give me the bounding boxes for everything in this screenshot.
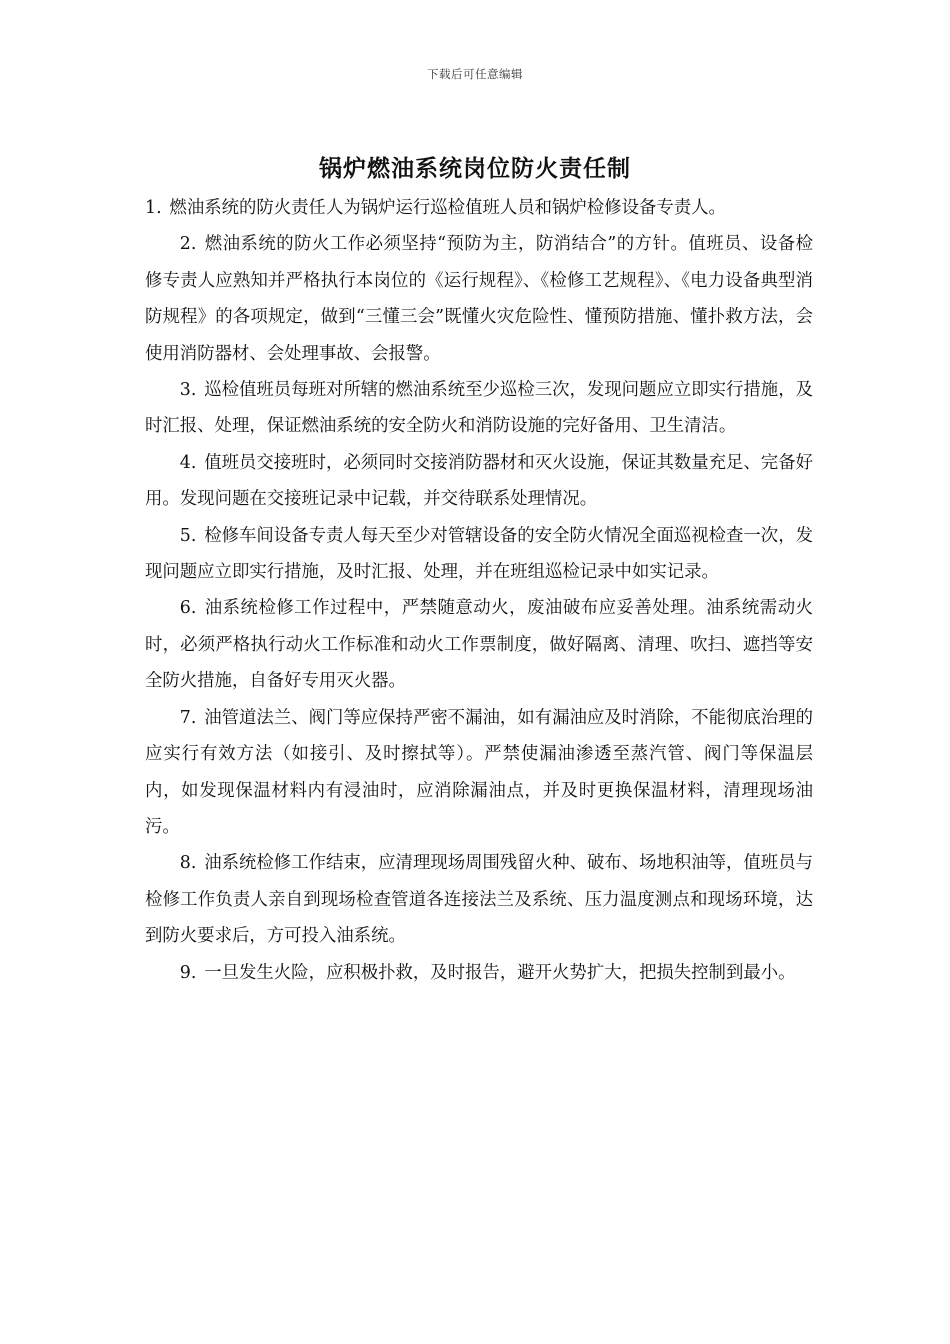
paragraph-text: 燃油系统的防火责任人为锅炉运行巡检值班人员和锅炉检修设备专责人。 bbox=[169, 198, 726, 218]
paragraph-text: 油系统检修工作结束，应清理现场周围残留火种、破布、场地积油等，值班员与检修工作负责人亲自到现场检查管道各连接法兰及系统、压力温度测点和现场环境，达到防火要求后，方可投入油系统。 bbox=[145, 853, 813, 947]
paragraph-text: 检修车间设备专责人每天至少对管辖设备的安全防火情况全面巡视检查一次，发现问题应立即实行措施，及时汇报、处理，并在班组巡检记录中如实记录。 bbox=[145, 525, 813, 583]
paragraph-2 bbox=[145, 226, 813, 372]
paragraph-number: 2. bbox=[179, 234, 197, 255]
paragraph-text: 燃油系统的防火工作必须坚持“预防为主，防消结合”的方针。值班员、设备检修专责人应熟知并严格执行本岗位的《运行规程》、《检修工艺规程》、《电力设备典型消防规程》的各项规定，做到“三懂三会”既懂火灾危险性、懂预防措施、懂扑救方法，会使用消防器材、会处理事故、会报警。 bbox=[145, 234, 813, 364]
paragraph-number: 5. bbox=[179, 525, 197, 546]
paragraph-number: 3. bbox=[179, 380, 197, 401]
paragraph-6 bbox=[145, 590, 813, 699]
paragraph-number: 9. bbox=[179, 962, 197, 983]
paragraph-number: 6. bbox=[179, 598, 197, 619]
paragraph-5 bbox=[145, 518, 813, 591]
header-note: 下载后可任意编辑 bbox=[427, 67, 523, 81]
paragraph-text: 值班员交接班时，必须同时交接消防器材和灭火设施，保证其数量充足、完备好用。发现问题在交接班记录中记载，并交待联系处理情况。 bbox=[145, 452, 813, 510]
document-title: 锅炉燃油系统岗位防火责任制 bbox=[319, 155, 631, 182]
paragraph-text: 巡检值班员每班对所辖的燃油系统至少巡检三次，发现问题应立即实行措施，及时汇报、处理，保证燃油系统的安全防火和消防设施的完好备用、卫生清洁。 bbox=[145, 380, 813, 437]
paragraph-4 bbox=[145, 445, 813, 518]
paragraph-3 bbox=[145, 372, 813, 445]
document-body bbox=[145, 190, 813, 991]
paragraph-9 bbox=[145, 955, 813, 991]
paragraph-1 bbox=[145, 190, 813, 226]
paragraph-number: 4. bbox=[179, 452, 197, 473]
paragraph-number: 8. bbox=[179, 853, 197, 874]
paragraph-text: 油管道法兰、阀门等应保持严密不漏油，如有漏油应及时消除，不能彻底治理的应实行有效方法（如接引、及时擦拭等）。严禁使漏油渗透至蒸汽管、阀门等保温层内，如发现保温材料内有浸油时，应消除漏油点，并及时更换保温材料，清理现场油污。 bbox=[145, 707, 813, 837]
paragraph-number: 7. bbox=[179, 707, 197, 728]
paragraph-8 bbox=[145, 845, 813, 954]
paragraph-number: 1. bbox=[145, 198, 162, 218]
paragraph-text: 油系统检修工作过程中，严禁随意动火，废油破布应妥善处理。油系统需动火时，必须严格执行动火工作标准和动火工作票制度，做好隔离、清理、吹扫、遮挡等安全防火措施，自备好专用灭火器。 bbox=[145, 598, 813, 692]
paragraph-text: 一旦发生火险，应积极扑救，及时报告，避开火势扩大，把损失控制到最小。 bbox=[204, 962, 796, 983]
paragraph-7 bbox=[145, 700, 813, 846]
